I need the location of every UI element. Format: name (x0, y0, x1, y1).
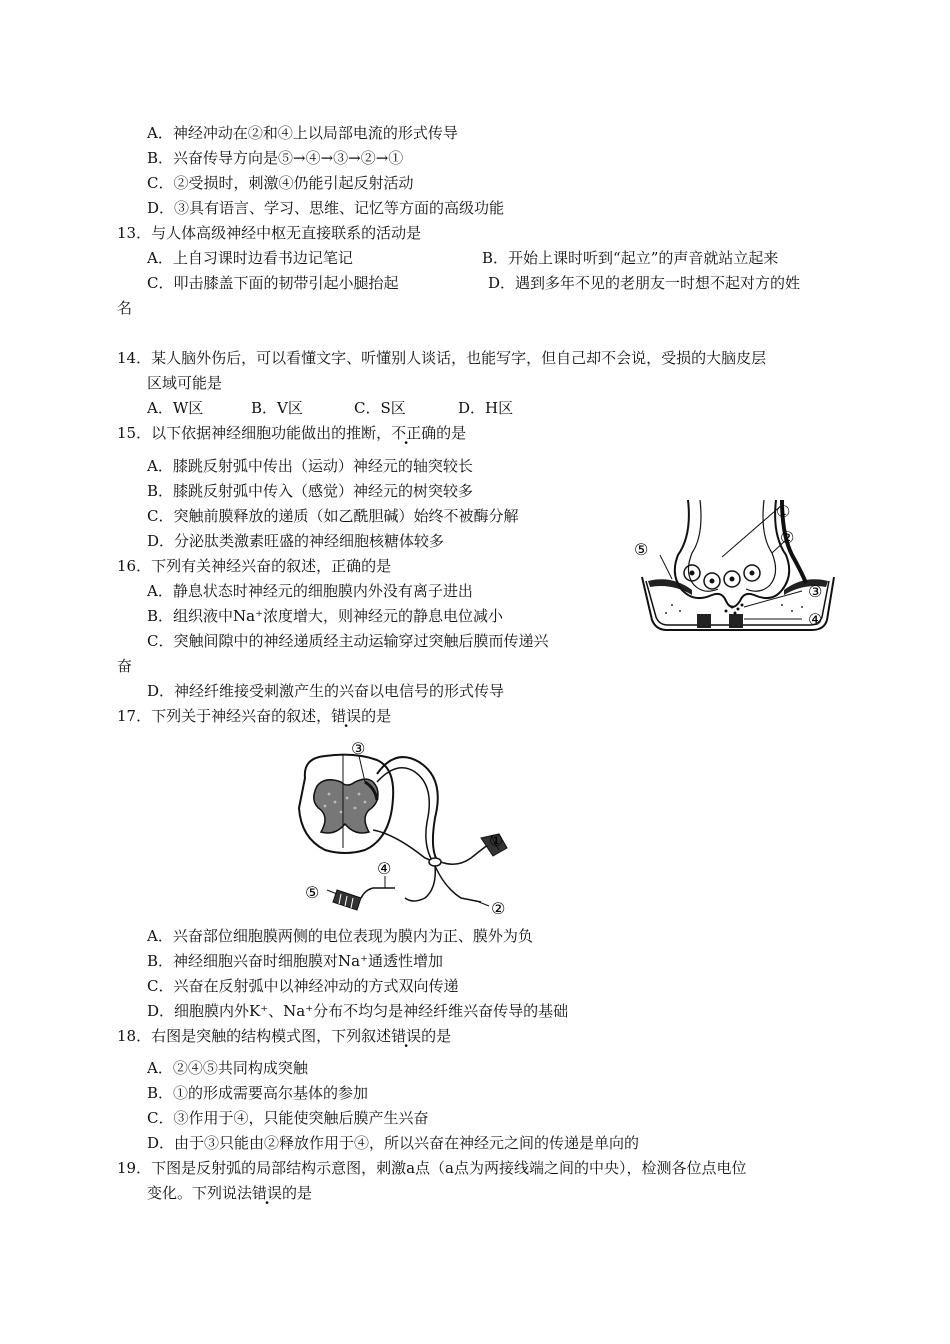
q14-option-b: B．V区 (251, 399, 303, 417)
q18-option-c: C．③作用于④，只能使突触后膜产生兴奋 (147, 1109, 429, 1127)
q13-option-d: D．遇到多年不见的老朋友一时想不起对方的姓 (488, 274, 801, 292)
synapse-label-4: ④ (808, 610, 823, 629)
q16-option-b: B．组织液中Na⁺浓度增大，则神经元的静息电位减小 (147, 607, 504, 625)
synapse-diagram (632, 495, 842, 640)
q18-option-a: A．②④⑤共同构成突触 (147, 1059, 308, 1077)
q19-stem-emphasis: 错误 (252, 1184, 283, 1202)
q12-option-a: A．神经冲动在②和④上以局部电流的形式传导 (147, 124, 458, 142)
q18-stem-emphasis: 错误 (391, 1027, 422, 1045)
q16-option-a: A．静息状态时神经元的细胞膜内外没有离子进出 (147, 582, 473, 600)
q17-stem (117, 706, 391, 726)
q19-stem-post: 的是 (282, 1184, 313, 1202)
q13-option-b: B．开始上课时听到“起立”的声音就站立起来 (482, 249, 779, 267)
q17-option-d: D．细胞膜内外K⁺、Na⁺分布不均匀是神经纤维兴奋传导的基础 (147, 1002, 569, 1020)
q15-stem-pre: 15．以下依据神经细胞功能做出的推断， (117, 424, 392, 442)
synapse-label-2: ② (780, 528, 795, 547)
q15-option-a: A．膝跳反射弧中传出（运动）神经元的轴突较长 (147, 457, 473, 475)
q12-option-b: B．兴奋传导方向是⑤→④→③→②→① (147, 149, 404, 167)
q18-stem-post: 的是 (421, 1027, 452, 1045)
q18-stem-pre: 18．右图是突触的结构模式图，下列叙述 (117, 1027, 392, 1045)
q14-option-d: D．H区 (458, 399, 514, 417)
q14-stem-line1: 14．某人脑外伤后，可以看懂文字、听懂别人谈话，也能写字，但自己却不会说，受损的大脑皮层 (117, 349, 767, 367)
q15-stem-emphasis: 不正 (391, 424, 422, 442)
q15-stem (117, 423, 466, 443)
q18-option-d: D．由于③只能由②释放作用于④，所以兴奋在神经元之间的传递是单向的 (147, 1134, 640, 1152)
q17-option-b: B．神经细胞兴奋时细胞膜对Na⁺通透性增加 (147, 952, 444, 970)
q19-stem-pre: 变化。下列说法 (147, 1184, 253, 1202)
reflex-label-5: ⑤ (305, 883, 320, 902)
q16-option-c-wrap: 奋 (117, 657, 133, 675)
q15-stem-post: 确的是 (421, 424, 467, 442)
q18-option-b: B．①的形成需要高尔基体的参加 (147, 1084, 369, 1102)
q16-stem: 16．下列有关神经兴奋的叙述，正确的是 (117, 557, 392, 575)
reflex-label-1: ① (489, 831, 504, 850)
q17-stem-emphasis: 错误 (331, 707, 362, 725)
q12-option-c: C．②受损时，刺激④仍能引起反射活动 (147, 174, 414, 192)
q15-option-b: B．膝跳反射弧中传入（感觉）神经元的树突较多 (147, 482, 474, 500)
q13-option-a: A．上自习课时边看书边记笔记 (147, 249, 353, 267)
q15-option-d: D．分泌肽类激素旺盛的神经细胞核糖体较多 (147, 532, 445, 550)
q15-option-c: C．突触前膜释放的递质（如乙酰胆碱）始终不被酶分解 (147, 507, 519, 525)
reflex-label-4: ④ (377, 859, 392, 878)
reflex-label-2: ② (491, 899, 506, 918)
synapse-label-3: ③ (808, 582, 823, 601)
synapse-label-5: ⑤ (634, 540, 649, 559)
q13-option-d-wrap: 名 (117, 299, 133, 317)
q17-stem-pre: 17．下列关于神经兴奋的叙述， (117, 707, 332, 725)
q19-stem-line1: 19．下图是反射弧的局部结构示意图，刺激a点（a点为两接线端之间的中央），检测各位点电位 (117, 1159, 747, 1177)
q14-stem-line2: 区域可能是 (147, 374, 223, 392)
q18-stem (117, 1026, 451, 1046)
q14-option-c: C．S区 (354, 399, 406, 417)
reflex-label-3: ③ (351, 739, 366, 758)
q16-option-d: D．神经纤维接受刺激产生的兴奋以电信号的形式传导 (147, 682, 505, 700)
q17-stem-post: 的是 (361, 707, 392, 725)
reflex-arc-diagram (285, 738, 525, 920)
q12-option-d: D．③具有语言、学习、思维、记忆等方面的高级功能 (147, 199, 505, 217)
q16-option-c: C．突触间隙中的神经递质经主动运输穿过突触后膜而传递兴 (147, 632, 549, 650)
q13-stem: 13．与人体高级神经中枢无直接联系的活动是 (117, 224, 422, 242)
q19-stem-line2 (147, 1183, 312, 1203)
q14-option-a: A．W区 (147, 399, 204, 417)
synapse-label-1: ① (776, 502, 791, 521)
q17-option-a: A．兴奋部位细胞膜两侧的电位表现为膜内为正、膜外为负 (147, 927, 533, 945)
q17-option-c: C．兴奋在反射弧中以神经冲动的方式双向传递 (147, 977, 459, 995)
q13-option-c: C．叩击膝盖下面的韧带引起小腿抬起 (147, 274, 399, 292)
